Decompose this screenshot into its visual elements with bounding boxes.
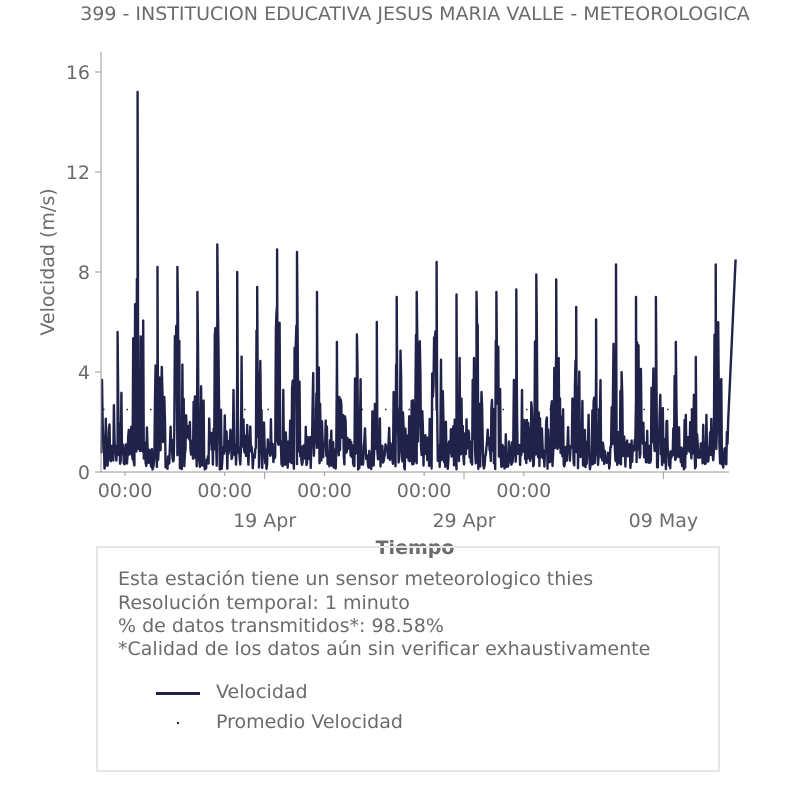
info-quality-text: *Calidad de los datos aún sin verificar exhaustivamente <box>118 638 651 660</box>
velocity-line <box>101 92 735 470</box>
y-tick-label: 16 <box>65 62 90 84</box>
x-axis-label: Tiempo <box>375 537 455 559</box>
legend-label-velocity: Velocidad <box>216 681 308 703</box>
x-major-tick-label: 19 Apr <box>233 510 297 532</box>
info-transmitted-text: % de datos transmitidos*: 98.58% <box>118 615 444 637</box>
x-major-tick-label: 29 Apr <box>432 510 496 532</box>
x-minor-tick-label: 00:00 <box>396 480 452 502</box>
legend-label-mean: Promedio Velocidad <box>216 711 403 733</box>
y-ticks <box>66 62 101 484</box>
y-tick-label: 8 <box>77 262 90 284</box>
info-box <box>96 546 720 772</box>
x-minor-tick-label: 00:00 <box>297 480 352 502</box>
legend-line-marker <box>156 692 200 695</box>
x-minor-tick-label: 00:00 <box>197 480 253 502</box>
x-minor-tick-label: 00:00 <box>496 480 552 502</box>
x-minor-tick-label: 00:00 <box>97 480 153 502</box>
info-resolution-text: Resolución temporal: 1 minuto <box>118 592 410 614</box>
velocity-series <box>101 92 735 470</box>
info-sensor-text: Esta estación tiene un sensor meteorologico thies <box>118 568 594 590</box>
legend-dot-marker <box>177 722 179 724</box>
y-tick-label: 12 <box>65 162 90 184</box>
chart-title: 399 - INSTITUCION EDUCATIVA JESUS MARIA VALLE - METEOROLOGICA <box>80 3 750 25</box>
x-major-tick-label: 09 May <box>628 510 699 532</box>
y-tick-label: 0 <box>77 462 90 484</box>
y-axis-label: Velocidad (m/s) <box>37 188 59 336</box>
y-tick-label: 4 <box>77 362 90 384</box>
x-ticks <box>98 472 698 532</box>
